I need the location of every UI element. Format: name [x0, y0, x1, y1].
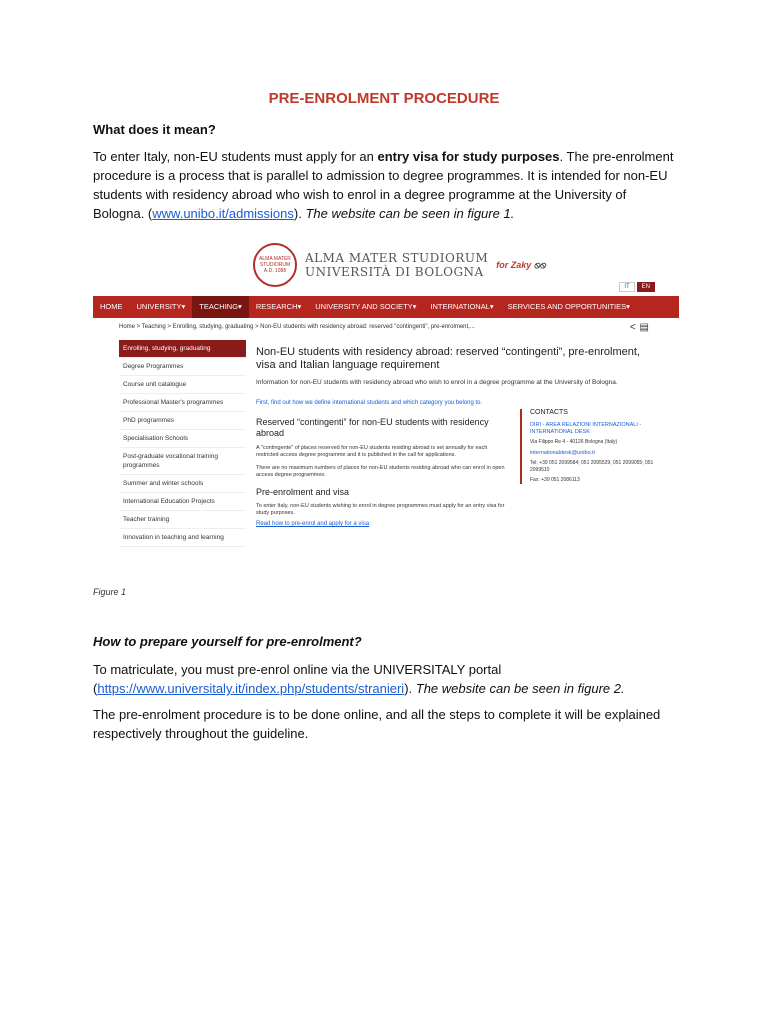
- main-intro: Information for non-EU students with residency abroad who wish to enrol in a degree programme at the University of Bologna.: [256, 379, 618, 386]
- language-switch: [619, 282, 655, 292]
- logo-line1: ALMA MATER STUDIORUM: [305, 251, 489, 265]
- admissions-link[interactable]: www.unibo.it/admissions: [152, 206, 294, 221]
- visa-link[interactable]: Read how to pre-enrol and apply for a visa: [256, 521, 370, 527]
- nav-university[interactable]: UNIVERSITY▾: [136, 302, 186, 311]
- visa-heading: Pre-enrolment and visa: [256, 487, 350, 497]
- text: To enter Italy, non-EU students must apply for an: [93, 149, 378, 164]
- for-zaky-text: for Zaky: [496, 259, 532, 270]
- sidebar-item-innovation[interactable]: Innovation in teaching and learning: [119, 529, 246, 547]
- paragraph-matriculate: [93, 660, 678, 698]
- share-icon[interactable]: <: [629, 322, 640, 333]
- contacts-address: Via Filippo Re 4 - 40126 Bologna (Italy): [530, 439, 618, 445]
- contacts-tel: Tel: +39 051 2099584; 051 2095529; 051 2099055; 051 2099510: [530, 460, 654, 473]
- paragraph-procedure: The pre-enrolment procedure is to be done online, and all the steps to complete it will be explained respectively throughout the guideline.: [93, 707, 661, 741]
- contacts-email[interactable]: internationaldesk@unibo.it: [530, 450, 595, 456]
- nav-research[interactable]: RESEARCH▾: [255, 302, 302, 311]
- main-navbar: [93, 296, 679, 318]
- sidebar-item-degree-programmes[interactable]: Degree Programmes: [119, 358, 246, 376]
- nav-international[interactable]: INTERNATIONAL▾: [430, 302, 494, 311]
- bold-text: entry visa for study purposes: [377, 149, 560, 164]
- sidebar-item-phd[interactable]: PhD programmes: [119, 412, 246, 430]
- page-tools: [630, 322, 653, 333]
- university-seal-icon: [253, 243, 297, 287]
- contacts-fax: Fax: +39 051 2086113: [530, 477, 580, 483]
- text: ).: [293, 206, 306, 221]
- sidebar-menu: [119, 340, 246, 547]
- sidebar-item-international-projects[interactable]: International Education Projects: [119, 493, 246, 511]
- unibo-logo[interactable]: [253, 240, 546, 290]
- italic-text: The website can be seen in figure 1.: [305, 206, 515, 221]
- print-icon[interactable]: ▤: [639, 322, 653, 333]
- text: . The pre-enrolment procedure is a process that is parallel to admission to degree programmes. It is intended for non-EU students with residency abroad who wish to enrol in a degree programme at the University of Bologna. (: [93, 149, 674, 221]
- section-heading-meaning: What does it mean?: [93, 122, 216, 137]
- universitaly-link[interactable]: https://www.universitaly.it/index.php/students/stranieri: [97, 681, 405, 696]
- lang-en[interactable]: EN: [637, 282, 655, 292]
- paragraph-intro: [93, 147, 678, 223]
- logo-line2: UNIVERSITÀ DI BOLOGNA: [305, 265, 484, 279]
- page-title: PRE-ENROLMENT PROCEDURE: [268, 90, 500, 107]
- text: ).: [404, 681, 416, 696]
- seal-text: ALMA MATER STUDIORUM A.D. 1088: [259, 256, 291, 274]
- section-heading-prepare: How to prepare yourself for pre-enrolment?: [93, 634, 362, 649]
- sidebar-item-course-catalogue[interactable]: Course unit catalogue: [119, 376, 246, 394]
- ribbon-glasses-icon: ⦸⦸: [533, 259, 546, 270]
- nav-university-society[interactable]: UNIVERSITY AND SOCIETY▾: [315, 302, 417, 311]
- sidebar-item-vocational[interactable]: Post-graduate vocational training programmes: [119, 448, 246, 475]
- figure-caption: Figure 1: [93, 587, 127, 597]
- main-heading: Non-EU students with residency abroad: reserved “contingenti”, pre-enrolment, visa and Italian language requirement: [256, 346, 640, 371]
- contacts-office-link[interactable]: DIRI - AREA RELAZIONI INTERNAZIONALI - INTERNATIONAL DESK: [530, 422, 642, 435]
- figure-1-screenshot: [93, 236, 679, 583]
- breadcrumb: Home > Teaching > Enrolling, studying, graduating > Non-EU students with residency abroad: reserved "contingenti", pre-enrolment,...: [119, 324, 475, 330]
- visa-text: To enter Italy, non-EU students wishing to enrol in degree programmes must apply for an entry visa for study purposes.: [256, 503, 505, 516]
- italic-text: The website can be seen in figure 2.: [415, 681, 625, 696]
- nav-services[interactable]: SERVICES AND OPPORTUNITIES▾: [507, 302, 630, 311]
- nav-home[interactable]: HOME: [100, 302, 123, 311]
- sidebar-item-masters[interactable]: Professional Master's programmes: [119, 394, 246, 412]
- contingenti-text-2: There are no maximum numbers of places for non-EU students residing abroad who can enrol in open access degree programmes.: [256, 465, 505, 478]
- lang-it[interactable]: IT: [619, 282, 634, 292]
- contacts-heading: CONTACTS: [530, 409, 568, 416]
- logo-text: [305, 251, 488, 279]
- contacts-box: [520, 409, 665, 484]
- definition-link[interactable]: First, find out how we define international students and which category you belong to.: [256, 400, 483, 406]
- sidebar-item-specialisation[interactable]: Specialisation Schools: [119, 430, 246, 448]
- sidebar-item-teacher-training[interactable]: Teacher training: [119, 511, 246, 529]
- text: To matriculate, you must pre-enrol online via the UNIVERSITALY portal (: [93, 662, 502, 696]
- for-zaky-badge: [496, 260, 545, 271]
- nav-teaching[interactable]: TEACHING▾: [192, 296, 249, 318]
- contingenti-heading: Reserved “contingenti” for non-EU students with residency abroad: [256, 417, 489, 438]
- contingenti-text-1: A "contingente" of places reserved for non-EU students residing abroad is set annually for each restricted access degree programme and it is published in the call for applications.: [256, 445, 488, 458]
- sidebar-item-enrolling[interactable]: Enrolling, studying, graduating: [119, 340, 246, 358]
- sidebar-item-summer-winter[interactable]: Summer and winter schools: [119, 475, 246, 493]
